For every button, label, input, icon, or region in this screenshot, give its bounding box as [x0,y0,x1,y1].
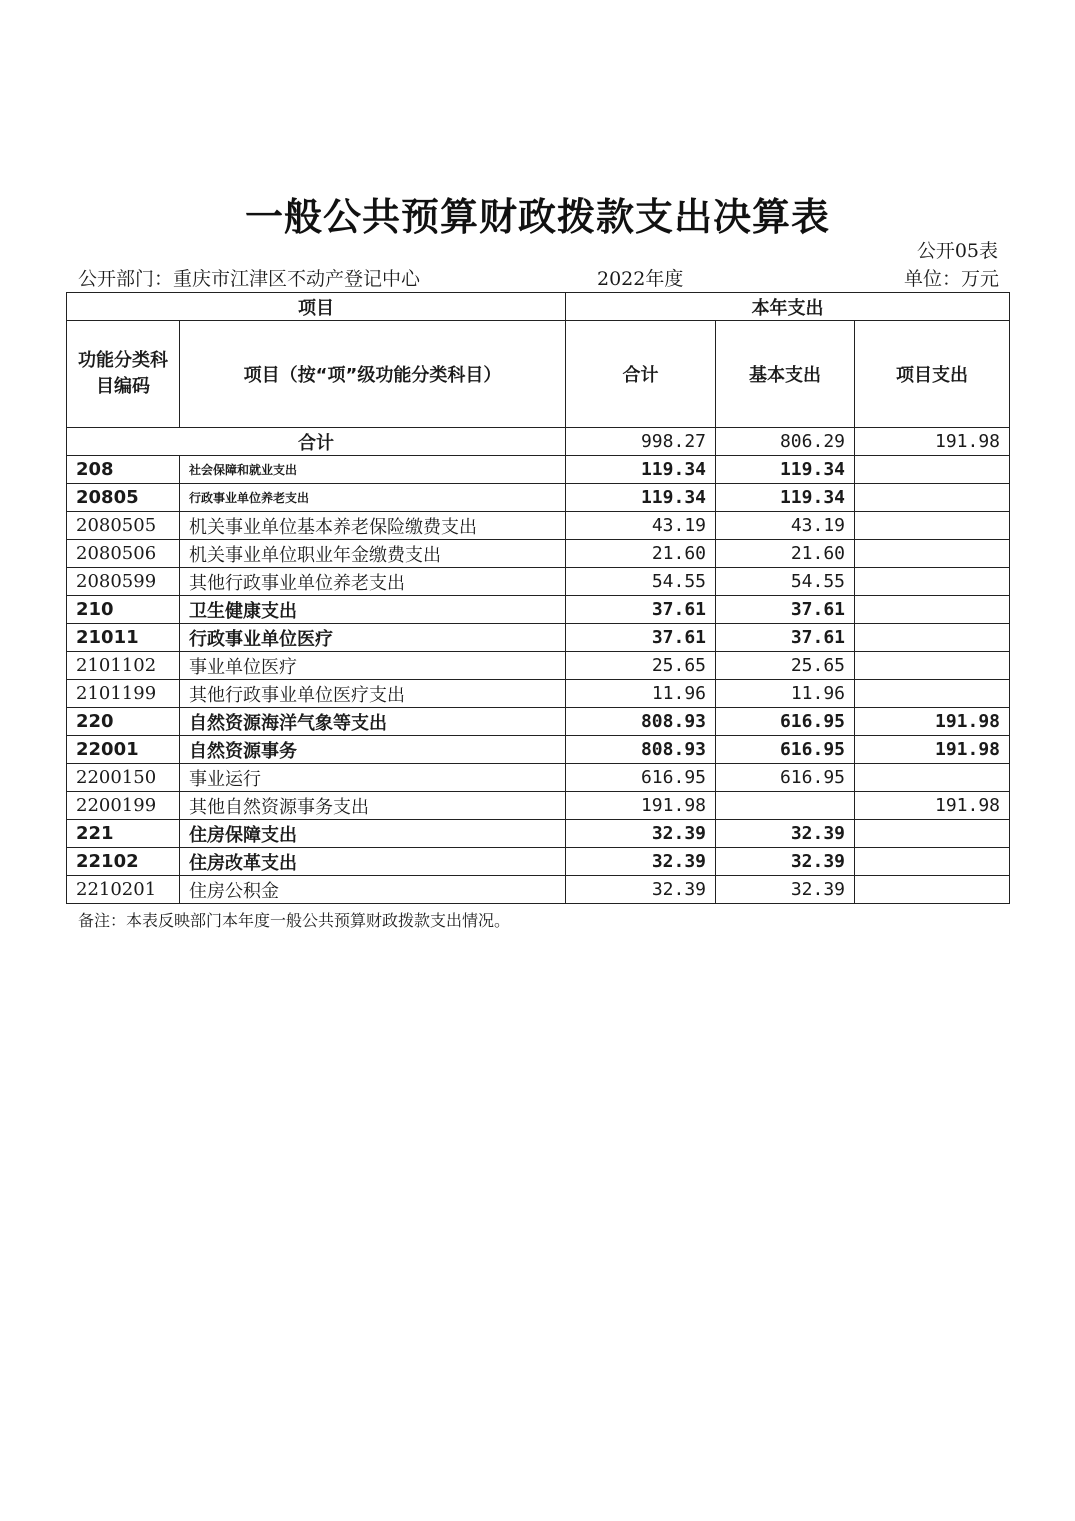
table-body [67,428,1010,904]
table-row [67,680,1010,708]
cell-code: 2080506 [67,540,180,568]
header-row-1 [67,293,1010,321]
footnote: 备注：本表反映部门本年度一般公共预算财政拨款支出情况。 [78,911,511,930]
table-row [67,736,1010,764]
cell-project: 191.98 [855,708,1010,736]
cell-name: 事业运行 [180,764,566,792]
cell-basic: 119.34 [716,484,855,512]
page-title: 一般公共预算财政拨款支出决算表 [244,195,830,239]
cell-name: 其他行政事业单位养老支出 [180,568,566,596]
cell-total: 808.93 [566,736,716,764]
cell-total: 37.61 [566,596,716,624]
cell-name: 自然资源海洋气象等支出 [180,708,566,736]
cell-total: 54.55 [566,568,716,596]
cell-name: 住房改革支出 [180,848,566,876]
total-label: 合计 [67,428,566,456]
cell-total: 32.39 [566,876,716,904]
cell-code: 210 [67,596,180,624]
budget-table [66,292,1010,904]
cell-total: 616.95 [566,764,716,792]
cell-total: 43.19 [566,512,716,540]
cell-total: 191.98 [566,792,716,820]
cell-name: 住房公积金 [180,876,566,904]
cell-name: 机关事业单位基本养老保险缴费支出 [180,512,566,540]
cell-name: 住房保障支出 [180,820,566,848]
table-row [67,764,1010,792]
table-row [67,708,1010,736]
cell-total: 808.93 [566,708,716,736]
cell-basic: 119.34 [716,456,855,484]
cell-project [855,652,1010,680]
meta-row [78,264,999,290]
cell-code: 208 [67,456,180,484]
cell-basic: 32.39 [716,876,855,904]
table-row [67,624,1010,652]
cell-code: 2101199 [67,680,180,708]
cell-project [855,680,1010,708]
cell-basic: 37.61 [716,624,855,652]
header-project-exp: 项目支出 [855,321,1010,428]
cell-basic: 32.39 [716,848,855,876]
cell-basic: 616.95 [716,736,855,764]
cell-project [855,764,1010,792]
table-row [67,512,1010,540]
cell-code: 2200199 [67,792,180,820]
header-row-2 [67,321,1010,428]
cell-code: 2200150 [67,764,180,792]
cell-basic: 21.60 [716,540,855,568]
cell-project [855,456,1010,484]
cell-name: 社会保障和就业支出 [180,456,566,484]
cell-code: 21011 [67,624,180,652]
cell-name: 机关事业单位职业年金缴费支出 [180,540,566,568]
cell-project [855,484,1010,512]
header-current-year: 本年支出 [566,293,1010,321]
cell-code: 2210201 [67,876,180,904]
cell-basic: 616.95 [716,708,855,736]
cell-project [855,568,1010,596]
cell-code: 220 [67,708,180,736]
cell-project [855,820,1010,848]
cell-total: 21.60 [566,540,716,568]
cell-code: 22001 [67,736,180,764]
cell-project [855,848,1010,876]
header-project: 项目 [67,293,566,321]
cell-code: 221 [67,820,180,848]
cell-total: 32.39 [566,820,716,848]
total-cell-total: 998.27 [566,428,716,456]
table-row [67,876,1010,904]
cell-total: 32.39 [566,848,716,876]
cell-name: 行政事业单位养老支出 [180,484,566,512]
cell-basic: 616.95 [716,764,855,792]
cell-project [855,596,1010,624]
cell-name: 事业单位医疗 [180,652,566,680]
cell-basic [716,792,855,820]
cell-name: 自然资源事务 [180,736,566,764]
cell-project: 191.98 [855,736,1010,764]
header-code: 功能分类科目编码 [67,321,180,428]
cell-name: 其他行政事业单位医疗支出 [180,680,566,708]
cell-basic: 11.96 [716,680,855,708]
cell-code: 2101102 [67,652,180,680]
cell-code: 2080599 [67,568,180,596]
table-row [67,792,1010,820]
cell-name: 行政事业单位医疗 [180,624,566,652]
cell-project: 191.98 [855,792,1010,820]
header-total: 合计 [566,321,716,428]
header-basic: 基本支出 [716,321,855,428]
table-row [67,652,1010,680]
cell-basic: 25.65 [716,652,855,680]
table-row [67,820,1010,848]
cell-basic: 32.39 [716,820,855,848]
cell-name: 卫生健康支出 [180,596,566,624]
table-row [67,456,1010,484]
total-row [67,428,1010,456]
cell-total: 119.34 [566,456,716,484]
year-label: 2022年度 [597,268,684,290]
total-cell-project: 191.98 [855,428,1010,456]
cell-project [855,540,1010,568]
table-row [67,568,1010,596]
cell-project [855,876,1010,904]
header-name: 项目（按“项”级功能分类科目） [180,321,566,428]
cell-basic: 37.61 [716,596,855,624]
cell-project [855,512,1010,540]
table-number: 公开05表 [916,240,998,262]
cell-code: 22102 [67,848,180,876]
table-row [67,848,1010,876]
cell-total: 37.61 [566,624,716,652]
cell-total: 11.96 [566,680,716,708]
table-row [67,596,1010,624]
cell-total: 25.65 [566,652,716,680]
cell-project [855,624,1010,652]
cell-name: 其他自然资源事务支出 [180,792,566,820]
department-label: 公开部门：重庆市江津区不动产登记中心 [78,268,421,290]
cell-basic: 54.55 [716,568,855,596]
cell-total: 119.34 [566,484,716,512]
cell-basic: 43.19 [716,512,855,540]
cell-code: 20805 [67,484,180,512]
table-row [67,484,1010,512]
total-cell-basic: 806.29 [716,428,855,456]
cell-code: 2080505 [67,512,180,540]
unit-label: 单位：万元 [903,268,999,290]
table-row [67,540,1010,568]
